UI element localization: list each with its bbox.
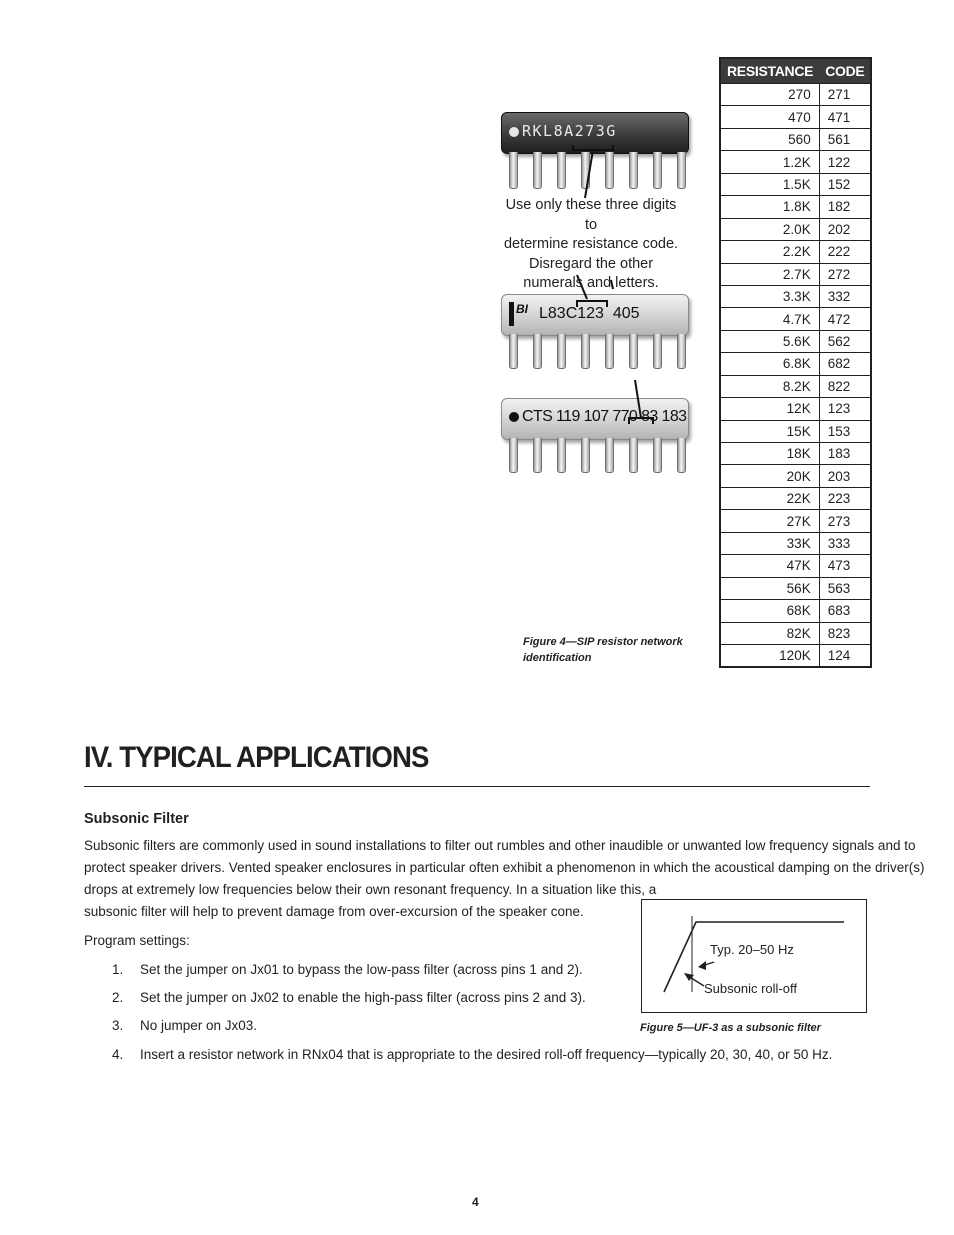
code-cell: 123 <box>819 398 871 420</box>
resistance-cell: 47K <box>720 555 819 577</box>
resistance-cell: 2.2K <box>720 241 819 263</box>
resistance-cell: 560 <box>720 128 819 150</box>
resistance-cell: 68K <box>720 600 819 622</box>
table-row <box>720 84 871 106</box>
table-row <box>720 487 871 509</box>
table-row <box>720 510 871 532</box>
rolloff-frequency-label: Typ. 20–50 Hz <box>710 942 794 957</box>
resistance-cell: 56K <box>720 577 819 599</box>
code-cell: 152 <box>819 173 871 195</box>
table-row <box>720 151 871 173</box>
resistance-cell: 5.6K <box>720 330 819 352</box>
resistance-cell: 2.0K <box>720 218 819 240</box>
table-row <box>720 443 871 465</box>
code-cell: 153 <box>819 420 871 442</box>
code-cell: 823 <box>819 622 871 644</box>
list-item: 3. No jumper on Jx03. <box>112 1018 258 1033</box>
list-item: 2. Set the jumper on Jx02 to enable the high-pass filter (across pins 2 and 3). <box>112 990 586 1005</box>
resistance-cell: 8.2K <box>720 375 819 397</box>
code-cell: 473 <box>819 555 871 577</box>
figure-5-caption: Figure 5—UF-3 as a subsonic filter <box>640 1022 821 1034</box>
column-header-code: CODE <box>819 58 871 84</box>
code-cell: 272 <box>819 263 871 285</box>
code-cell: 332 <box>819 285 871 307</box>
resistance-cell: 1.8K <box>720 196 819 218</box>
list-item: 4. Insert a resistor network in RNx04 that is appropriate to the desired roll-off frequency—typically 20, 30, 40, or 50 Hz. <box>112 1047 833 1062</box>
code-cell: 472 <box>819 308 871 330</box>
table-row <box>720 173 871 195</box>
table-row <box>720 577 871 599</box>
chip-3-marking: CTS 119 107 770 83 183 <box>522 408 687 425</box>
list-item: 1. Set the jumper on Jx01 to bypass the low-pass filter (across pins 1 and 2). <box>112 962 583 977</box>
code-cell: 561 <box>819 128 871 150</box>
program-settings-label: Program settings: <box>84 933 190 948</box>
table-row <box>720 330 871 352</box>
code-cell: 223 <box>819 487 871 509</box>
code-cell: 682 <box>819 353 871 375</box>
resistance-cell: 22K <box>720 487 819 509</box>
table-row <box>720 622 871 644</box>
code-cell: 122 <box>819 151 871 173</box>
resistance-cell: 82K <box>720 622 819 644</box>
code-cell: 271 <box>819 84 871 106</box>
table-row <box>720 218 871 240</box>
table-row <box>720 532 871 554</box>
page-number: 4 <box>472 1195 479 1209</box>
resistance-cell: 120K <box>720 644 819 667</box>
resistance-cell: 2.7K <box>720 263 819 285</box>
resistance-cell: 4.7K <box>720 308 819 330</box>
section-divider <box>84 786 870 787</box>
code-cell: 124 <box>819 644 871 667</box>
resistance-cell: 15K <box>720 420 819 442</box>
code-cell: 183 <box>819 443 871 465</box>
bi-logo: BI <box>509 302 535 326</box>
figure-5-graph <box>641 899 867 1013</box>
code-cell: 563 <box>819 577 871 599</box>
table-row <box>720 420 871 442</box>
chip-2-marking: L83C123 405 <box>539 305 640 323</box>
chip-1-marking: RKL8A273G <box>522 122 617 140</box>
table-row <box>720 106 871 128</box>
code-cell: 471 <box>819 106 871 128</box>
subsection-title: Subsonic Filter <box>84 811 189 827</box>
code-cell: 203 <box>819 465 871 487</box>
table-row <box>720 308 871 330</box>
code-cell: 333 <box>819 532 871 554</box>
resistance-cell: 20K <box>720 465 819 487</box>
table-row <box>720 375 871 397</box>
callout-text: Use only these three digits to determine resistance code. Disregard the other numerals and letters. <box>503 197 679 291</box>
table-row <box>720 285 871 307</box>
table-row <box>720 196 871 218</box>
resistance-cell: 3.3K <box>720 285 819 307</box>
resistance-cell: 33K <box>720 532 819 554</box>
table-row <box>720 644 871 667</box>
code-cell: 222 <box>819 241 871 263</box>
code-cell: 202 <box>819 218 871 240</box>
resistance-cell: 1.5K <box>720 173 819 195</box>
resistance-code-table <box>719 57 872 668</box>
resistance-cell: 1.2K <box>720 151 819 173</box>
resistance-cell: 12K <box>720 398 819 420</box>
resistance-cell: 6.8K <box>720 353 819 375</box>
table-row <box>720 555 871 577</box>
section-title: IV. TYPICAL APPLICATIONS <box>84 741 429 774</box>
resistance-cell: 18K <box>720 443 819 465</box>
resistance-cell: 27K <box>720 510 819 532</box>
figure-4-caption: Figure 4—SIP resistor network identification <box>523 636 683 664</box>
table-row <box>720 465 871 487</box>
column-header-resistance: RESISTANCE <box>720 58 819 84</box>
resistance-cell: 470 <box>720 106 819 128</box>
code-cell: 273 <box>819 510 871 532</box>
table-row <box>720 398 871 420</box>
code-cell: 182 <box>819 196 871 218</box>
table-row <box>720 128 871 150</box>
table-row <box>720 353 871 375</box>
table-row <box>720 263 871 285</box>
resistance-cell: 270 <box>720 84 819 106</box>
table-row <box>720 600 871 622</box>
table-row <box>720 241 871 263</box>
rolloff-type-label: Subsonic roll-off <box>704 981 797 996</box>
code-cell: 822 <box>819 375 871 397</box>
code-cell: 562 <box>819 330 871 352</box>
intro-paragraph: Subsonic filters are commonly used in sound installations to filter out rumbles and other inaudible or unwanted low frequency signals and to protect speaker drivers. Vented speaker enclosures in particular often exhibit a phenomenon in which the acoustical damping on the driver(s) drops at extremely low frequencies below their own resonant frequency. In a situation like this, a subsonic filter will help to prevent damage from over-excursion of the speaker cone. <box>84 838 925 919</box>
code-cell: 683 <box>819 600 871 622</box>
